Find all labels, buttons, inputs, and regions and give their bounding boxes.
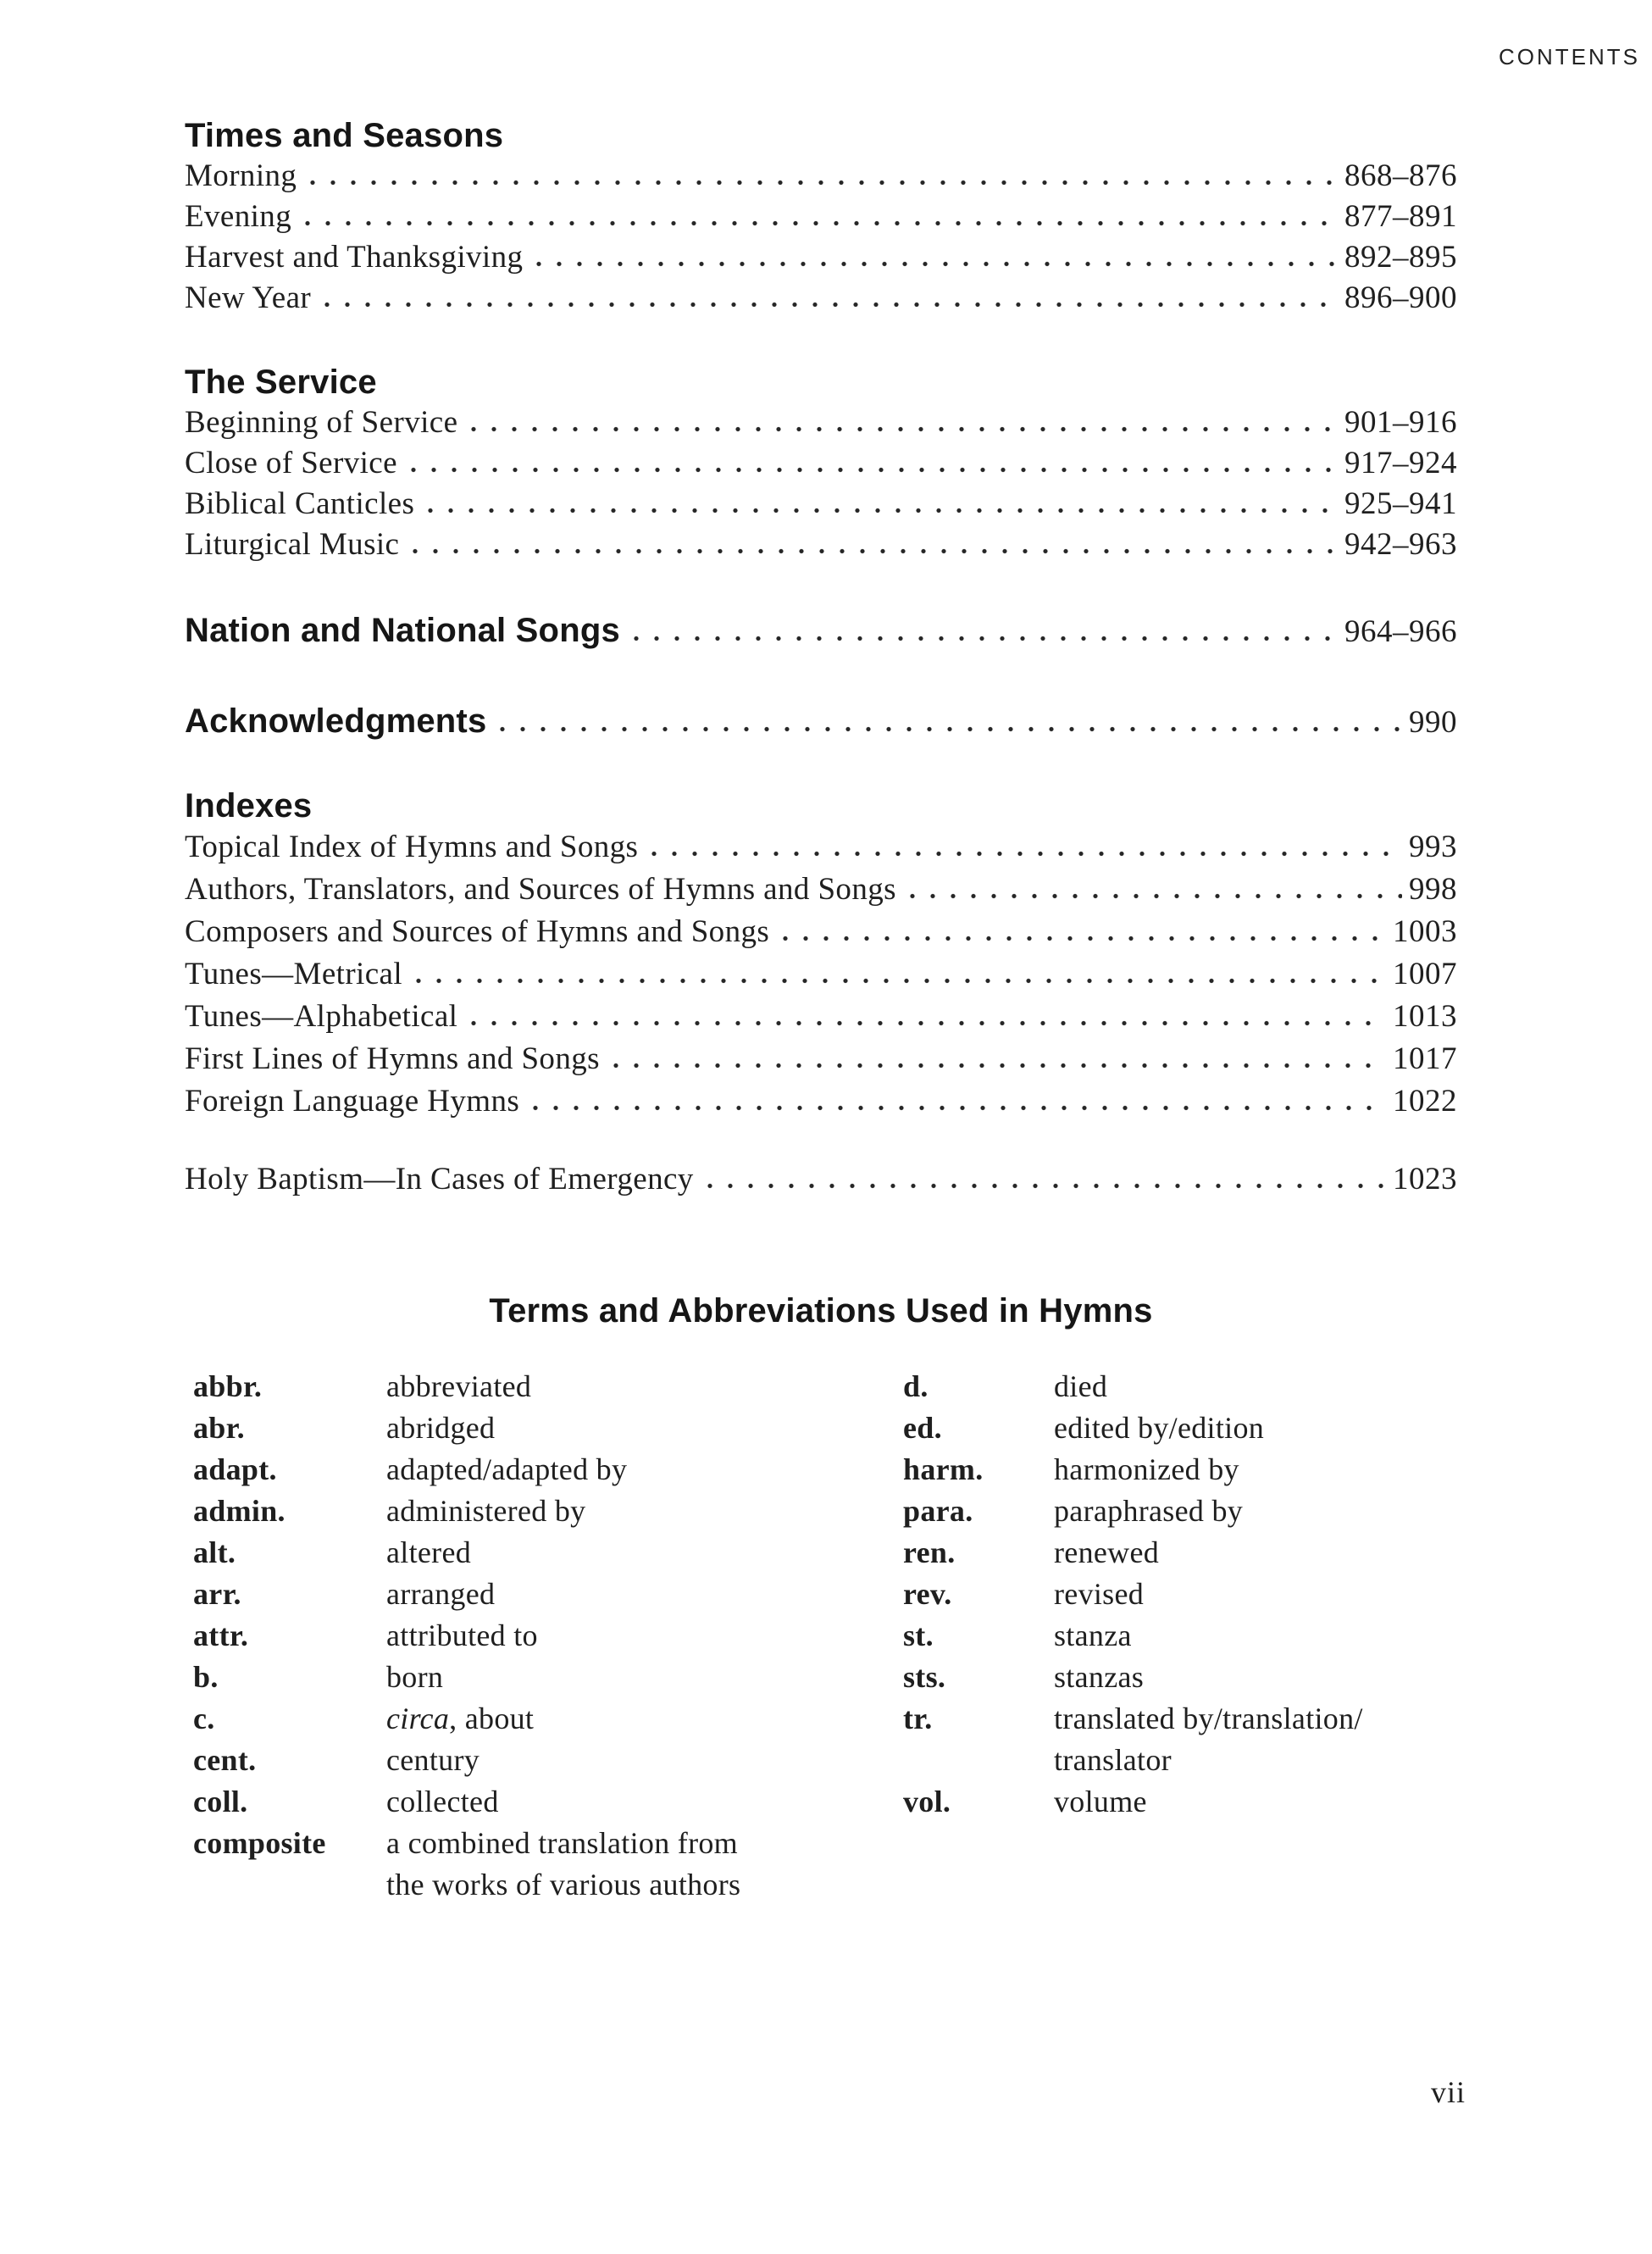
toc-entry-tunes-alphabetical: [185, 996, 1457, 1038]
toc-entry-pages: 917–924: [1344, 446, 1457, 480]
abbr-row-composite-continued: [193, 1864, 837, 1906]
abbreviations-left-column: [193, 1366, 837, 1906]
dot-leader: [471, 426, 1338, 432]
dot-leader: [651, 851, 1402, 857]
page-content: [185, 0, 1457, 2254]
dot-leader: [411, 467, 1338, 473]
toc-entry-label: Liturgical Music: [185, 527, 400, 562]
abbr-definition: adapted/adapted by: [386, 1452, 628, 1486]
abbr-row-sts: [903, 1657, 1457, 1698]
abbr-term: coll.: [193, 1785, 248, 1818]
dot-leader: [634, 636, 1338, 641]
toc-entry-pages: 993: [1409, 830, 1457, 864]
section-indexes: [185, 786, 1457, 1123]
abbr-row-d: [903, 1366, 1457, 1407]
toc-entry-close-of-service: [185, 443, 1457, 484]
abbr-term: adapt.: [193, 1452, 277, 1486]
toc-entry-pages: 901–916: [1344, 405, 1457, 440]
toc-entry-label: First Lines of Hymns and Songs: [185, 1041, 600, 1076]
abbr-row-st: [903, 1615, 1457, 1657]
abbr-definition: revised: [1054, 1577, 1145, 1611]
abbr-row-c: [193, 1698, 837, 1740]
toc-entry-topical-index: [185, 826, 1457, 869]
dot-leader: [416, 978, 1386, 984]
toc-entry-nation-and-national-songs: [185, 610, 1457, 651]
abbr-term: cent.: [193, 1743, 257, 1777]
toc-entry-label: Biblical Canticles: [185, 486, 415, 521]
section-times-and-seasons: [185, 115, 1457, 319]
abbr-row-tr-continued: [903, 1740, 1457, 1781]
toc-entry-authors-translators-sources: [185, 869, 1457, 911]
abbr-definition: stanzas: [1054, 1660, 1145, 1694]
abbr-row-admin: [193, 1491, 837, 1532]
abbr-term: c.: [193, 1702, 215, 1735]
toc-entry-label: Nation and National Songs: [185, 612, 620, 649]
dot-leader: [533, 1105, 1386, 1111]
toc-entry-label: Evening: [185, 199, 292, 234]
abbr-definition: paraphrased by: [1054, 1494, 1244, 1528]
abbr-definition-continued: translator: [1054, 1743, 1172, 1777]
toc-entry-foreign-language-hymns: [185, 1080, 1457, 1123]
abbr-term: alt.: [193, 1535, 236, 1569]
abbreviations-right-column: [903, 1366, 1457, 1823]
abbr-definition: collected: [386, 1785, 499, 1818]
toc-entry-morning: [185, 156, 1457, 197]
toc-entry-pages: 1007: [1393, 957, 1457, 991]
abbr-definition: stanza: [1054, 1618, 1132, 1652]
abbr-row-attr: [193, 1615, 837, 1657]
abbr-term: para.: [903, 1494, 973, 1528]
abbr-term: d.: [903, 1369, 929, 1403]
toc-entry-label: Close of Service: [185, 446, 397, 480]
toc-entry-acknowledgments: [185, 701, 1457, 741]
abbr-row-tr: [903, 1698, 1457, 1740]
toc-entry-pages: 877–891: [1344, 199, 1457, 234]
toc-entry-first-lines: [185, 1038, 1457, 1080]
toc-entry-new-year: [185, 278, 1457, 319]
toc-entry-evening: [185, 197, 1457, 237]
abbr-definition: died: [1054, 1369, 1108, 1403]
abbr-row-composite: [193, 1823, 837, 1864]
abbr-term: composite: [193, 1826, 326, 1860]
toc-entry-pages: 896–900: [1344, 280, 1457, 315]
abbr-row-abr: [193, 1407, 837, 1449]
abbr-term: abbr.: [193, 1369, 263, 1403]
abbr-definition: abridged: [386, 1411, 496, 1445]
abbr-row-ren: [903, 1532, 1457, 1574]
dot-leader: [428, 508, 1338, 514]
dot-leader: [783, 935, 1386, 941]
toc-entry-label: Holy Baptism—In Cases of Emergency: [185, 1162, 694, 1196]
toc-entry-pages: 1023: [1393, 1162, 1457, 1196]
abbr-definition: altered: [386, 1535, 472, 1569]
toc-entry-pages: 892–895: [1344, 240, 1457, 275]
toc-entry-label: Foreign Language Hymns: [185, 1084, 520, 1119]
terms-section-title: Terms and Abbreviations Used in Hymns: [489, 1292, 1153, 1330]
toc-entry-label: Tunes—Alphabetical: [185, 999, 458, 1034]
dot-leader: [305, 220, 1338, 226]
dot-leader: [471, 1020, 1386, 1026]
abbr-term: arr.: [193, 1577, 241, 1611]
toc-entry-biblical-canticles: [185, 484, 1457, 525]
toc-entry-label: Harvest and Thanksgiving: [185, 240, 524, 275]
abbr-term: attr.: [193, 1618, 249, 1652]
dot-leader: [310, 180, 1338, 186]
dot-leader: [707, 1183, 1386, 1189]
toc-entry-pages: 1013: [1393, 999, 1457, 1034]
dot-leader: [324, 302, 1338, 308]
toc-entry-pages: 1022: [1393, 1084, 1457, 1119]
section-the-service: [185, 362, 1457, 565]
toc-entry-liturgical-music: [185, 525, 1457, 565]
running-header: CONTENTS: [1499, 44, 1640, 69]
abbr-definition: harmonized by: [1054, 1452, 1239, 1486]
dot-leader: [536, 261, 1338, 267]
abbr-term: harm.: [903, 1452, 984, 1486]
section-heading-times-and-seasons: Times and Seasons: [185, 117, 504, 154]
toc-entry-pages: 925–941: [1344, 486, 1457, 521]
abbr-definition: [386, 1698, 534, 1740]
toc-entry-composers-and-sources: [185, 911, 1457, 953]
abbr-definition: renewed: [1054, 1535, 1160, 1569]
abbr-term: ren.: [903, 1535, 956, 1569]
toc-entry-pages: 990: [1409, 705, 1457, 740]
toc-entry-label: Morning: [185, 158, 297, 193]
abbr-term: abr.: [193, 1411, 245, 1445]
abbr-row-para: [903, 1491, 1457, 1532]
toc-entry-label: Beginning of Service: [185, 405, 458, 440]
abbr-row-coll: [193, 1781, 837, 1823]
abbr-term: tr.: [903, 1702, 933, 1735]
abbr-row-vol: [903, 1781, 1457, 1823]
toc-entry-tunes-metrical: [185, 953, 1457, 996]
abbr-term-spacer: [193, 1864, 386, 1906]
abbr-term: sts.: [903, 1660, 946, 1694]
page-number: vii: [1430, 2075, 1466, 2109]
section-heading-the-service: The Service: [185, 364, 377, 401]
terms-section-title-row: [185, 1291, 1457, 1330]
abbr-row-rev: [903, 1574, 1457, 1615]
abbr-definition: century: [386, 1743, 480, 1777]
toc-entry-beginning-of-service: [185, 402, 1457, 443]
toc-entry-pages: 1017: [1393, 1041, 1457, 1076]
abbr-definition: arranged: [386, 1577, 496, 1611]
toc-entry-label: Topical Index of Hymns and Songs: [185, 830, 639, 864]
dot-leader: [500, 726, 1402, 732]
abbr-term: ed.: [903, 1411, 942, 1445]
section-heading-indexes: Indexes: [185, 787, 313, 824]
abbr-definition: born: [386, 1660, 444, 1694]
abbr-term-spacer: [903, 1740, 1054, 1781]
abbr-definition: translated by/translation/: [1054, 1702, 1363, 1735]
abbr-row-harm: [903, 1449, 1457, 1491]
abbr-term: vol.: [903, 1785, 951, 1818]
abbr-row-arr: [193, 1574, 837, 1615]
dot-leader: [413, 548, 1338, 554]
abbr-term: admin.: [193, 1494, 285, 1528]
abbr-definition: attributed to: [386, 1618, 538, 1652]
toc-entry-pages: 868–876: [1344, 158, 1457, 193]
dot-leader: [613, 1063, 1386, 1069]
abbr-term: rev.: [903, 1577, 952, 1611]
toc-entry-holy-baptism-emergency: [185, 1159, 1457, 1200]
abbr-definition: edited by/edition: [1054, 1411, 1265, 1445]
abbr-row-cent: [193, 1740, 837, 1781]
toc-entry-harvest-and-thanksgiving: [185, 237, 1457, 278]
toc-entry-pages: 1003: [1393, 914, 1457, 949]
toc-entry-label: Authors, Translators, and Sources of Hymns and Songs: [185, 872, 896, 907]
toc-entry-pages: 964–966: [1344, 614, 1457, 649]
abbr-row-b: [193, 1657, 837, 1698]
abbr-row-alt: [193, 1532, 837, 1574]
toc-entry-label: Acknowledgments: [185, 702, 487, 740]
abbr-definition: administered by: [386, 1494, 586, 1528]
abbr-definition-continued: the works of various authors: [386, 1868, 741, 1901]
abbr-row-adapt: [193, 1449, 837, 1491]
abbr-definition: a combined translation from: [386, 1826, 738, 1860]
abbr-definition-rest: , about: [449, 1702, 535, 1735]
dot-leader: [910, 893, 1402, 899]
abbr-term: st.: [903, 1618, 934, 1652]
toc-entry-label: Tunes—Metrical: [185, 957, 403, 991]
abbr-row-abbr: [193, 1366, 837, 1407]
toc-entry-pages: 998: [1409, 872, 1457, 907]
toc-entry-pages: 942–963: [1344, 527, 1457, 562]
abbr-definition-italic: circa: [386, 1702, 450, 1735]
abbr-term: b.: [193, 1660, 219, 1694]
abbr-row-ed: [903, 1407, 1457, 1449]
toc-entry-label: Composers and Sources of Hymns and Songs: [185, 914, 770, 949]
abbr-definition: volume: [1054, 1785, 1147, 1818]
toc-entry-label: New Year: [185, 280, 312, 315]
abbr-definition: abbreviated: [386, 1369, 532, 1403]
